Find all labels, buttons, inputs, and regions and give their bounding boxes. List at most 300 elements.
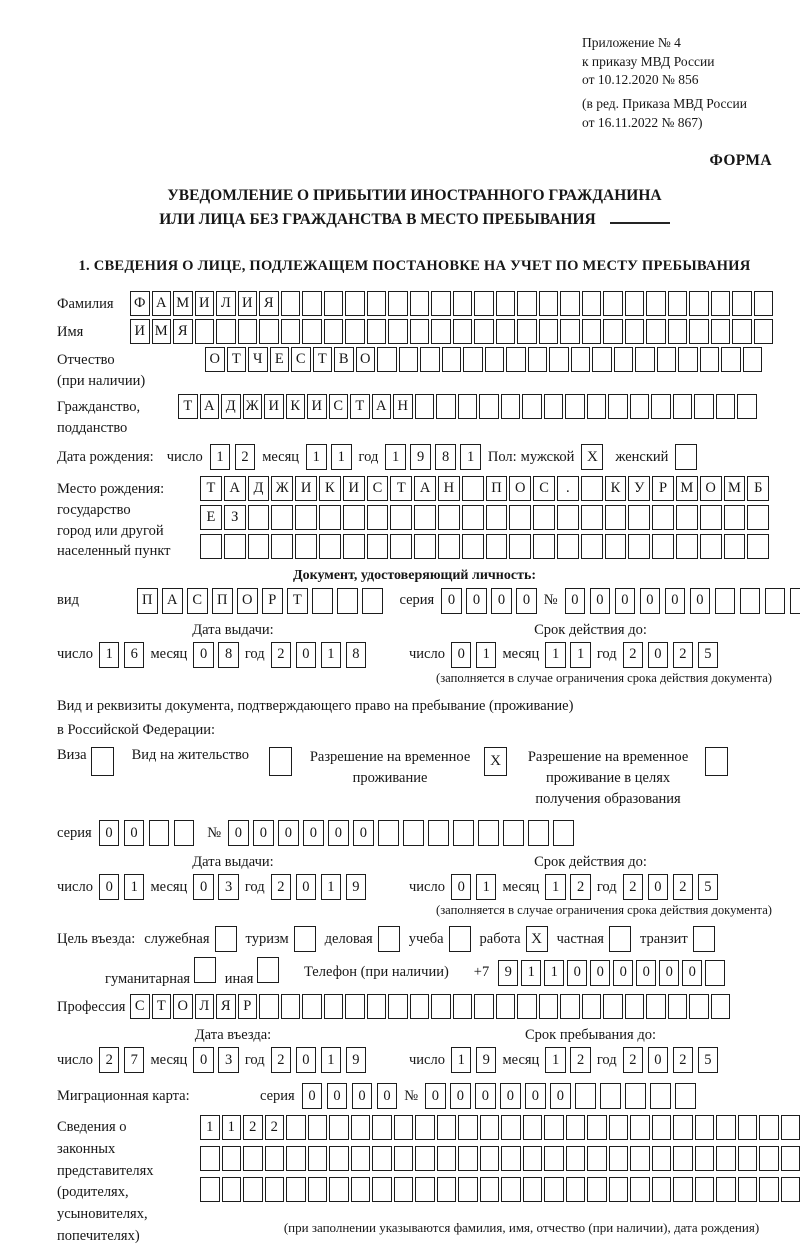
char-box[interactable] [765,588,786,614]
char-box[interactable]: С [367,476,389,501]
char-box[interactable] [695,1115,715,1140]
char-box[interactable] [453,291,473,316]
char-box[interactable]: 9 [498,960,518,986]
char-box[interactable] [474,319,494,344]
char-box[interactable]: . [557,476,579,501]
char-box[interactable]: 0 [451,874,472,900]
char-box[interactable] [581,476,603,501]
char-box[interactable] [652,534,674,559]
char-box[interactable] [605,534,627,559]
char-box[interactable]: Ф [130,291,150,316]
char-box[interactable] [259,319,279,344]
char-box[interactable]: П [212,588,233,614]
sex-female-checkbox[interactable] [675,444,697,470]
char-box[interactable]: О [237,588,258,614]
char-box[interactable] [743,347,763,372]
char-box[interactable]: 0 [99,874,120,900]
char-box[interactable]: 2 [235,444,256,470]
char-box[interactable]: А [224,476,246,501]
char-box[interactable] [565,394,585,419]
char-box[interactable]: Р [238,994,258,1019]
char-box[interactable]: 0 [193,874,214,900]
char-box[interactable]: 0 [665,588,686,614]
char-box[interactable] [501,1146,521,1171]
char-box[interactable] [652,1146,672,1171]
char-box[interactable]: И [195,291,215,316]
char-box[interactable]: О [700,476,722,501]
char-box[interactable]: Т [152,994,172,1019]
char-box[interactable] [463,347,483,372]
char-box[interactable] [560,994,580,1019]
char-box[interactable] [362,588,383,614]
char-box[interactable]: С [329,394,349,419]
char-box[interactable]: Л [216,291,236,316]
char-box[interactable]: З [224,505,246,530]
char-box[interactable]: 2 [673,874,694,900]
char-box[interactable]: 5 [698,874,719,900]
char-box[interactable]: 2 [271,874,292,900]
char-box[interactable]: 0 [352,1083,373,1109]
char-box[interactable] [694,394,714,419]
char-box[interactable] [603,291,623,316]
char-box[interactable] [603,319,623,344]
char-box[interactable]: Т [200,476,222,501]
char-box[interactable]: Я [216,994,236,1019]
char-box[interactable] [308,1146,328,1171]
char-box[interactable] [431,994,451,1019]
char-box[interactable]: 9 [476,1047,497,1073]
char-box[interactable]: 5 [698,1047,719,1073]
char-box[interactable]: Т [313,347,333,372]
char-box[interactable] [302,291,322,316]
char-box[interactable]: О [173,994,193,1019]
char-box[interactable]: 1 [222,1115,242,1140]
char-box[interactable] [399,347,419,372]
char-box[interactable] [600,1083,621,1109]
char-box[interactable] [582,994,602,1019]
char-box[interactable] [506,347,526,372]
char-box[interactable] [587,1146,607,1171]
char-box[interactable] [528,820,549,846]
char-box[interactable] [544,394,564,419]
char-box[interactable]: 1 [545,1047,566,1073]
char-box[interactable] [259,994,279,1019]
char-box[interactable]: 0 [491,588,512,614]
char-box[interactable]: 0 [550,1083,571,1109]
char-box[interactable]: 0 [475,1083,496,1109]
char-box[interactable] [372,1177,392,1202]
char-box[interactable] [711,319,731,344]
sex-male-checkbox[interactable]: X [581,444,603,470]
purpose-business-checkbox[interactable] [378,926,400,952]
char-box[interactable] [625,1083,646,1109]
char-box[interactable] [581,505,603,530]
char-box[interactable] [367,534,389,559]
char-box[interactable]: 0 [466,588,487,614]
char-box[interactable]: О [509,476,531,501]
char-box[interactable] [351,1146,371,1171]
char-box[interactable]: М [676,476,698,501]
char-box[interactable] [462,505,484,530]
char-box[interactable]: О [356,347,376,372]
char-box[interactable] [646,319,666,344]
char-box[interactable] [609,1177,629,1202]
char-box[interactable] [388,319,408,344]
char-box[interactable]: 6 [124,642,145,668]
char-box[interactable] [630,394,650,419]
char-box[interactable] [721,347,741,372]
char-box[interactable] [689,319,709,344]
char-box[interactable] [650,1083,671,1109]
char-box[interactable] [367,505,389,530]
char-box[interactable]: 1 [331,444,352,470]
char-box[interactable] [345,319,365,344]
char-box[interactable] [695,1146,715,1171]
char-box[interactable] [673,1115,693,1140]
char-box[interactable]: 2 [99,1047,120,1073]
char-box[interactable] [781,1177,800,1202]
char-box[interactable] [523,1177,543,1202]
char-box[interactable] [367,319,387,344]
char-box[interactable] [539,291,559,316]
char-box[interactable]: 0 [659,960,679,986]
char-box[interactable]: 0 [303,820,324,846]
char-box[interactable] [437,1146,457,1171]
char-box[interactable] [458,1177,478,1202]
char-box[interactable] [324,291,344,316]
char-box[interactable] [410,319,430,344]
char-box[interactable]: 0 [327,1083,348,1109]
char-box[interactable] [436,394,456,419]
char-box[interactable]: И [295,476,317,501]
char-box[interactable]: 2 [570,874,591,900]
char-box[interactable] [458,394,478,419]
char-box[interactable] [308,1115,328,1140]
char-box[interactable]: 2 [623,642,644,668]
char-box[interactable] [329,1177,349,1202]
char-box[interactable] [496,319,516,344]
char-box[interactable]: И [307,394,327,419]
char-box[interactable] [724,505,746,530]
char-box[interactable] [431,319,451,344]
char-box[interactable]: 1 [544,960,564,986]
char-box[interactable]: 1 [451,1047,472,1073]
char-box[interactable] [414,505,436,530]
char-box[interactable] [286,1115,306,1140]
char-box[interactable] [715,588,736,614]
char-box[interactable] [759,1146,779,1171]
char-box[interactable]: С [291,347,311,372]
char-box[interactable] [496,291,516,316]
char-box[interactable] [557,534,579,559]
char-box[interactable] [265,1177,285,1202]
char-box[interactable]: И [238,291,258,316]
char-box[interactable] [609,1115,629,1140]
char-box[interactable] [503,820,524,846]
char-box[interactable] [522,394,542,419]
char-box[interactable] [695,1177,715,1202]
char-box[interactable]: С [533,476,555,501]
char-box[interactable] [689,291,709,316]
char-box[interactable] [509,534,531,559]
char-box[interactable]: Е [200,505,222,530]
char-box[interactable] [673,1177,693,1202]
char-box[interactable] [566,1177,586,1202]
char-box[interactable] [711,291,731,316]
char-box[interactable] [625,291,645,316]
char-box[interactable]: Д [221,394,241,419]
char-box[interactable] [200,1146,220,1171]
char-box[interactable]: 1 [460,444,481,470]
char-box[interactable]: Т [287,588,308,614]
char-box[interactable]: 1 [476,874,497,900]
purpose-humanitarian-checkbox[interactable] [194,957,216,983]
char-box[interactable]: 8 [218,642,239,668]
char-box[interactable] [414,534,436,559]
char-box[interactable]: М [173,291,193,316]
char-box[interactable]: О [205,347,225,372]
char-box[interactable] [738,1115,758,1140]
char-box[interactable] [345,994,365,1019]
char-box[interactable]: 0 [615,588,636,614]
char-box[interactable]: Я [259,291,279,316]
char-box[interactable] [438,534,460,559]
option-temp-residence-checkbox[interactable]: X [484,747,507,776]
char-box[interactable] [652,505,674,530]
char-box[interactable] [501,1177,521,1202]
char-box[interactable] [754,291,774,316]
char-box[interactable]: Ж [271,476,293,501]
purpose-transit-checkbox[interactable] [693,926,715,952]
char-box[interactable] [428,820,449,846]
char-box[interactable]: С [187,588,208,614]
char-box[interactable] [462,534,484,559]
char-box[interactable] [329,1146,349,1171]
char-box[interactable] [759,1115,779,1140]
char-box[interactable] [442,347,462,372]
char-box[interactable] [324,994,344,1019]
char-box[interactable]: 0 [567,960,587,986]
char-box[interactable]: 0 [296,642,317,668]
char-box[interactable] [625,319,645,344]
char-box[interactable] [388,994,408,1019]
char-box[interactable] [390,505,412,530]
char-box[interactable]: Т [390,476,412,501]
char-box[interactable] [557,505,579,530]
char-box[interactable] [302,319,322,344]
char-box[interactable] [614,347,634,372]
char-box[interactable]: В [334,347,354,372]
char-box[interactable]: А [372,394,392,419]
char-box[interactable] [740,588,761,614]
char-box[interactable]: 8 [346,642,367,668]
char-box[interactable] [689,994,709,1019]
char-box[interactable]: 1 [476,642,497,668]
char-box[interactable] [738,1177,758,1202]
char-box[interactable]: И [343,476,365,501]
purpose-private-checkbox[interactable] [609,926,631,952]
purpose-tourism-checkbox[interactable] [294,926,316,952]
char-box[interactable] [533,505,555,530]
char-box[interactable] [553,820,574,846]
purpose-study-checkbox[interactable] [449,926,471,952]
char-box[interactable] [478,820,499,846]
char-box[interactable]: 7 [124,1047,145,1073]
char-box[interactable] [224,534,246,559]
char-box[interactable] [571,347,591,372]
char-box[interactable] [705,960,725,986]
char-box[interactable]: 1 [99,642,120,668]
char-box[interactable] [453,994,473,1019]
char-box[interactable] [608,394,628,419]
char-box[interactable] [628,534,650,559]
char-box[interactable] [329,1115,349,1140]
char-box[interactable] [652,1115,672,1140]
char-box[interactable] [415,1146,435,1171]
char-box[interactable] [312,588,333,614]
char-box[interactable] [587,1177,607,1202]
char-box[interactable]: К [286,394,306,419]
char-box[interactable] [479,394,499,419]
char-box[interactable] [295,505,317,530]
char-box[interactable] [271,505,293,530]
char-box[interactable] [533,534,555,559]
char-box[interactable] [539,319,559,344]
char-box[interactable]: 0 [648,642,669,668]
char-box[interactable] [394,1146,414,1171]
char-box[interactable] [523,1146,543,1171]
option-residence-permit-checkbox[interactable] [269,747,292,776]
char-box[interactable] [560,319,580,344]
char-box[interactable] [724,534,746,559]
char-box[interactable]: 0 [425,1083,446,1109]
char-box[interactable] [609,1146,629,1171]
char-box[interactable] [372,1115,392,1140]
char-box[interactable]: 0 [565,588,586,614]
char-box[interactable] [200,534,222,559]
char-box[interactable]: 1 [385,444,406,470]
char-box[interactable]: Р [652,476,674,501]
char-box[interactable] [582,319,602,344]
char-box[interactable]: 0 [636,960,656,986]
char-box[interactable]: Н [438,476,460,501]
char-box[interactable] [517,291,537,316]
char-box[interactable] [222,1177,242,1202]
char-box[interactable]: П [486,476,508,501]
char-box[interactable] [549,347,569,372]
char-box[interactable] [603,994,623,1019]
char-box[interactable] [286,1146,306,1171]
char-box[interactable] [486,505,508,530]
char-box[interactable] [271,534,293,559]
char-box[interactable]: 2 [673,1047,694,1073]
char-box[interactable] [337,588,358,614]
char-box[interactable] [635,347,655,372]
char-box[interactable] [195,319,215,344]
char-box[interactable]: 5 [698,642,719,668]
purpose-work-checkbox[interactable]: X [526,926,548,952]
char-box[interactable]: 2 [243,1115,263,1140]
char-box[interactable] [367,291,387,316]
char-box[interactable]: 1 [321,642,342,668]
char-box[interactable]: 0 [682,960,702,986]
char-box[interactable] [581,534,603,559]
char-box[interactable]: 0 [451,642,472,668]
char-box[interactable]: И [264,394,284,419]
char-box[interactable]: 2 [623,1047,644,1073]
char-box[interactable]: Я [173,319,193,344]
char-box[interactable]: А [152,291,172,316]
char-box[interactable]: 9 [410,444,431,470]
char-box[interactable]: Л [195,994,215,1019]
char-box[interactable]: А [200,394,220,419]
char-box[interactable] [673,1146,693,1171]
char-box[interactable] [403,820,424,846]
char-box[interactable] [668,994,688,1019]
char-box[interactable]: Т [350,394,370,419]
char-box[interactable] [265,1146,285,1171]
char-box[interactable] [410,291,430,316]
char-box[interactable] [668,291,688,316]
char-box[interactable] [295,534,317,559]
char-box[interactable] [286,1177,306,1202]
char-box[interactable]: 0 [328,820,349,846]
char-box[interactable]: А [162,588,183,614]
char-box[interactable] [528,347,548,372]
char-box[interactable]: П [137,588,158,614]
char-box[interactable] [592,347,612,372]
char-box[interactable]: Ч [248,347,268,372]
char-box[interactable] [517,994,537,1019]
char-box[interactable]: 0 [296,874,317,900]
char-box[interactable]: 0 [124,820,145,846]
char-box[interactable] [517,319,537,344]
char-box[interactable] [415,1115,435,1140]
char-box[interactable]: 0 [353,820,374,846]
char-box[interactable]: 2 [570,1047,591,1073]
char-box[interactable] [523,1115,543,1140]
char-box[interactable] [248,505,270,530]
char-box[interactable]: 1 [570,642,591,668]
char-box[interactable] [474,994,494,1019]
char-box[interactable]: 0 [441,588,462,614]
char-box[interactable] [458,1146,478,1171]
char-box[interactable] [394,1177,414,1202]
char-box[interactable]: 1 [124,874,145,900]
char-box[interactable]: Т [178,394,198,419]
char-box[interactable] [625,994,645,1019]
char-box[interactable]: А [414,476,436,501]
char-box[interactable] [646,994,666,1019]
char-box[interactable] [410,994,430,1019]
char-box[interactable]: 0 [228,820,249,846]
char-box[interactable]: 0 [302,1083,323,1109]
char-box[interactable] [238,319,258,344]
char-box[interactable] [351,1115,371,1140]
char-box[interactable] [790,588,800,614]
char-box[interactable] [149,820,170,846]
char-box[interactable]: 1 [306,444,327,470]
char-box[interactable]: 9 [346,874,367,900]
char-box[interactable] [480,1115,500,1140]
char-box[interactable]: С [130,994,150,1019]
char-box[interactable]: 0 [640,588,661,614]
char-box[interactable]: 0 [296,1047,317,1073]
char-box[interactable]: 1 [521,960,541,986]
char-box[interactable] [509,505,531,530]
char-box[interactable] [738,1146,758,1171]
char-box[interactable] [501,394,521,419]
